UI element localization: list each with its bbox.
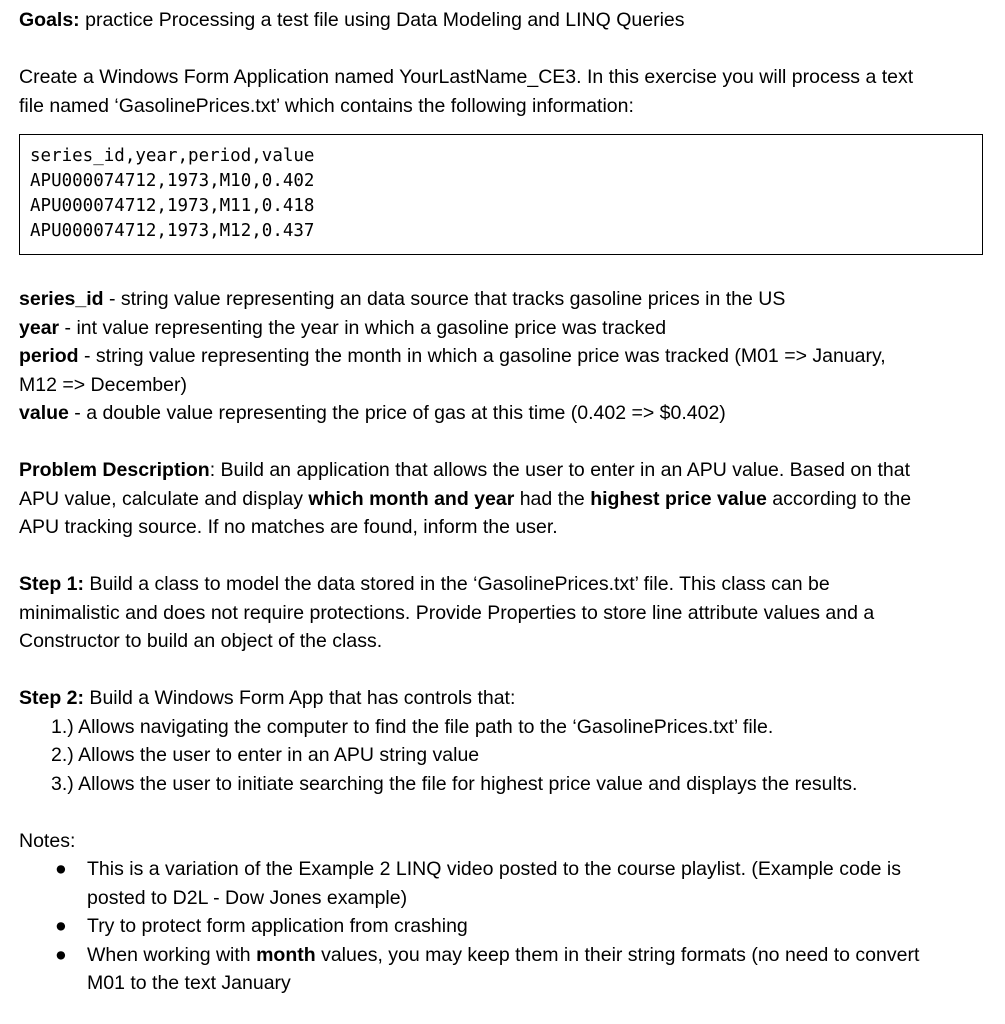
step2-label: Step 2: bbox=[19, 687, 85, 709]
step2-line-1 bbox=[19, 684, 989, 713]
spacer bbox=[19, 798, 989, 827]
spacer bbox=[19, 269, 989, 285]
list-item bbox=[19, 912, 989, 941]
code-line: APU000074712,1973,M11,0.418 bbox=[30, 196, 315, 216]
goals-text: practice Processing a test file using Data Modeling and LINQ Queries bbox=[79, 9, 685, 31]
note-text: posted to D2L - Dow Jones example) bbox=[87, 886, 408, 909]
field-desc: - string value representing the month in which a gasoline price was tracked (M01 => January, bbox=[78, 345, 886, 367]
field-name: series_id bbox=[19, 288, 104, 310]
step1-line-1 bbox=[19, 570, 989, 599]
goals-line bbox=[19, 6, 989, 35]
bullet-icon: ● bbox=[55, 943, 67, 966]
document-page bbox=[19, 6, 989, 998]
code-line: series_id,year,period,value bbox=[30, 146, 315, 166]
step1-text: Build a class to model the data stored in the ‘GasolinePrices.txt’ file. This class can be bbox=[84, 573, 830, 595]
notes-list bbox=[19, 855, 989, 998]
problem-emphasis: which month and year bbox=[308, 487, 515, 510]
field-name: period bbox=[19, 345, 79, 367]
note-text: This is a variation of the Example 2 LINQ video posted to the course playlist. (Example code is bbox=[87, 858, 901, 880]
field-name: value bbox=[19, 402, 69, 424]
problem-line-2 bbox=[19, 485, 989, 514]
bullet-icon: ● bbox=[55, 858, 67, 880]
field-desc: - a double value representing the price of gas at this time (0.402 => $0.402) bbox=[68, 402, 726, 424]
code-line: APU000074712,1973,M10,0.402 bbox=[30, 171, 315, 191]
problem-label: Problem Description bbox=[19, 459, 210, 481]
step1-label: Step 1: bbox=[19, 573, 85, 595]
list-item: 2.) Allows the user to enter in an APU string value bbox=[51, 744, 480, 766]
spacer bbox=[19, 428, 989, 457]
note-text: Try to protect form application from crashing bbox=[87, 915, 468, 937]
note-emphasis: month bbox=[256, 943, 316, 966]
field-desc: - string value representing an data source that tracks gasoline prices in the US bbox=[103, 288, 786, 310]
field-series-id bbox=[19, 285, 989, 314]
note-text: When working with bbox=[87, 943, 257, 966]
intro-line-2: file named ‘GasolinePrices.txt’ which contains the following information: bbox=[19, 94, 634, 117]
field-period bbox=[19, 342, 989, 371]
problem-line-1 bbox=[19, 456, 989, 485]
problem-text: APU value, calculate and display bbox=[19, 487, 309, 510]
intro-line-1: Create a Windows Form Application named YourLastName_CE3. In this exercise you will process a text bbox=[19, 66, 914, 88]
list-item bbox=[19, 855, 989, 912]
problem-text: according to the bbox=[766, 487, 912, 510]
step2-text: Build a Windows Form App that has controls that: bbox=[84, 687, 516, 709]
problem-line-3: APU tracking source. If no matches are found, inform the user. bbox=[19, 516, 558, 538]
problem-text: had the bbox=[514, 487, 591, 510]
note-text: values, you may keep them in their string formats (no need to convert bbox=[315, 943, 920, 966]
field-name: year bbox=[19, 316, 60, 339]
bullet-icon: ● bbox=[55, 915, 67, 937]
note-text: M01 to the text January bbox=[87, 972, 291, 994]
spacer bbox=[19, 542, 989, 571]
spacer bbox=[19, 35, 989, 64]
step1-line-2: minimalistic and does not require protections. Provide Properties to store line attribute values and a bbox=[19, 601, 875, 624]
code-line: APU000074712,1973,M12,0.437 bbox=[30, 221, 315, 241]
goals-label: Goals: bbox=[19, 9, 80, 31]
spacer bbox=[19, 656, 989, 685]
step2-list bbox=[19, 713, 989, 799]
step1-line-3: Constructor to build an object of the class. bbox=[19, 630, 383, 652]
list-item bbox=[19, 941, 989, 998]
problem-text: : Build an application that allows the user to enter in an APU value. Based on that bbox=[209, 459, 910, 481]
field-period-cont: M12 => December) bbox=[19, 373, 187, 396]
field-value bbox=[19, 399, 989, 428]
field-year bbox=[19, 314, 989, 343]
field-desc: - int value representing the year in which a gasoline price was tracked bbox=[59, 316, 667, 339]
notes-label: Notes: bbox=[19, 829, 76, 852]
problem-emphasis: highest price value bbox=[590, 487, 767, 510]
list-item: 1.) Allows navigating the computer to find the file path to the ‘GasolinePrices.txt’ file. bbox=[51, 715, 774, 738]
list-item: 3.) Allows the user to initiate searching the file for highest price value and displays the results. bbox=[51, 772, 858, 795]
code-sample-box bbox=[19, 134, 983, 255]
